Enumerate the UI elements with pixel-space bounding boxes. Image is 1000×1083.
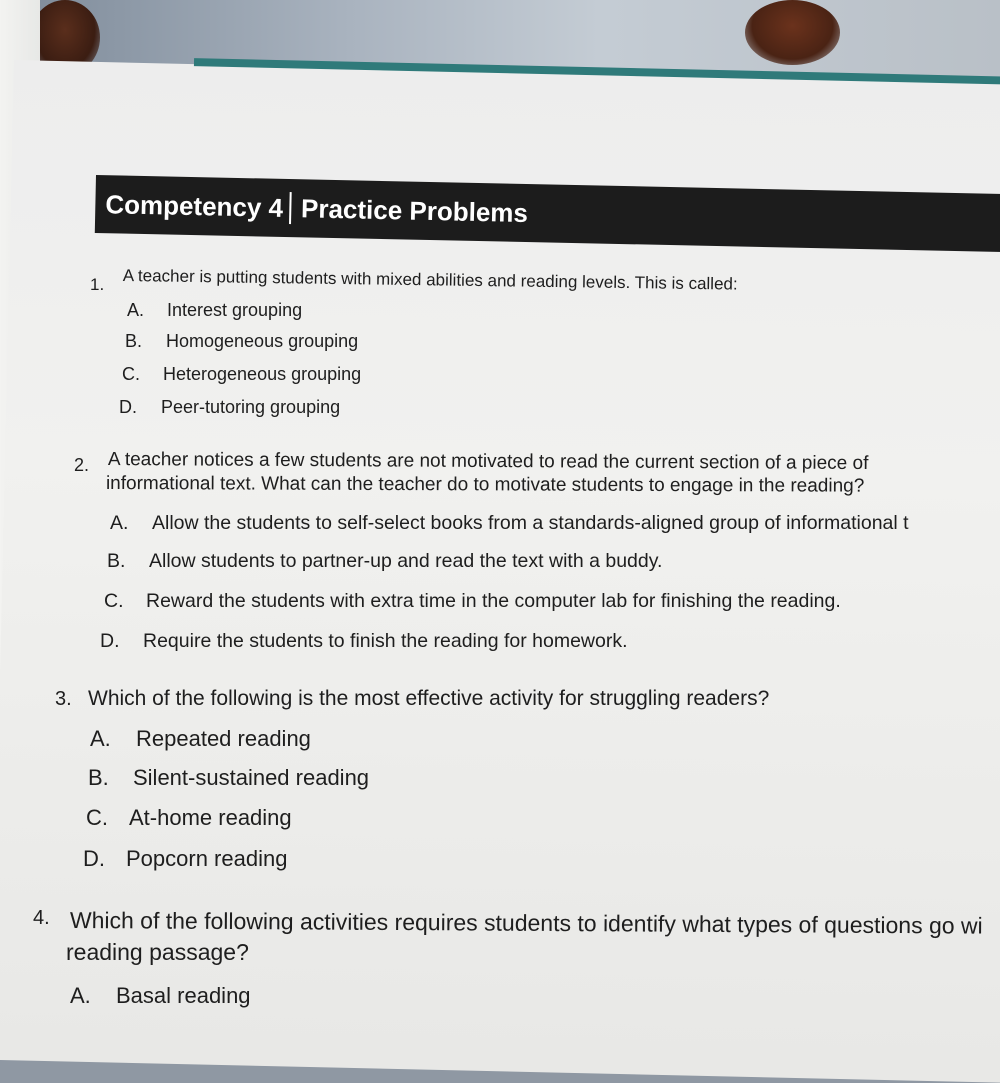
option-b[interactable] — [125, 331, 358, 352]
option-text: At-home reading — [129, 805, 292, 830]
option-a[interactable] — [110, 512, 909, 535]
option-c[interactable] — [86, 805, 292, 831]
option-letter: A. — [70, 983, 91, 1008]
option-letter: D. — [119, 397, 137, 417]
option-letter: A. — [110, 512, 129, 534]
option-d[interactable] — [119, 397, 340, 418]
option-text: Reward the students with extra time in the computer lab for finishing the reading. — [146, 590, 841, 612]
option-letter: C. — [104, 590, 124, 612]
page-title: Practice Problems — [300, 192, 529, 228]
option-c[interactable] — [104, 590, 841, 613]
option-letter: C. — [122, 364, 140, 384]
option-text: Basal reading — [116, 983, 251, 1008]
question-text: Which of the following is the most effective activity for struggling readers? — [88, 687, 770, 710]
option-text: Allow the students to self-select books from a standards-aligned group of informational t — [152, 512, 909, 534]
option-a[interactable] — [127, 300, 302, 321]
option-letter: D. — [100, 630, 120, 652]
question-number: 3. — [55, 688, 72, 710]
option-letter: B. — [107, 550, 126, 572]
option-text: Require the students to finish the reading for homework. — [143, 630, 628, 652]
option-text: Repeated reading — [136, 726, 311, 751]
option-a[interactable] — [90, 726, 311, 752]
question-text-line-2: reading passage? — [66, 939, 249, 965]
option-d[interactable] — [83, 846, 287, 872]
question-number: 4. — [33, 907, 50, 929]
option-text: Heterogeneous grouping — [163, 364, 362, 384]
option-letter: A. — [127, 300, 145, 320]
question-text-line-1: A teacher notices a few students are not motivated to read the current section of a piece of — [107, 449, 869, 474]
option-letter: A. — [90, 726, 111, 751]
option-d[interactable] — [100, 630, 628, 653]
question-number: 2. — [74, 455, 90, 475]
competency-label: Competency 4 — [105, 188, 284, 223]
option-letter: B. — [88, 765, 109, 790]
option-letter: C. — [86, 805, 108, 830]
option-b[interactable] — [107, 550, 662, 573]
option-text: Interest grouping — [167, 300, 303, 320]
question-text: A teacher is putting students with mixed abilities and reading levels. This is called: — [122, 266, 738, 294]
question-text-line-2: informational text. What can the teacher do to motivate students to engage in the reading? — [105, 473, 865, 497]
option-c[interactable] — [122, 364, 361, 385]
option-letter: B. — [125, 331, 143, 351]
question-number: 1. — [90, 275, 105, 294]
option-text: Popcorn reading — [126, 846, 288, 871]
option-text: Allow students to partner-up and read the text with a buddy. — [149, 550, 663, 572]
option-text: Peer-tutoring grouping — [161, 397, 341, 417]
option-a[interactable] — [70, 983, 251, 1009]
option-text: Silent-sustained reading — [133, 765, 370, 790]
question-text-line-1: Which of the following activities requires students to identify what types of questions go wi — [69, 907, 983, 939]
option-b[interactable] — [88, 765, 369, 791]
option-letter: D. — [83, 846, 105, 871]
option-text: Homogeneous grouping — [166, 331, 359, 351]
